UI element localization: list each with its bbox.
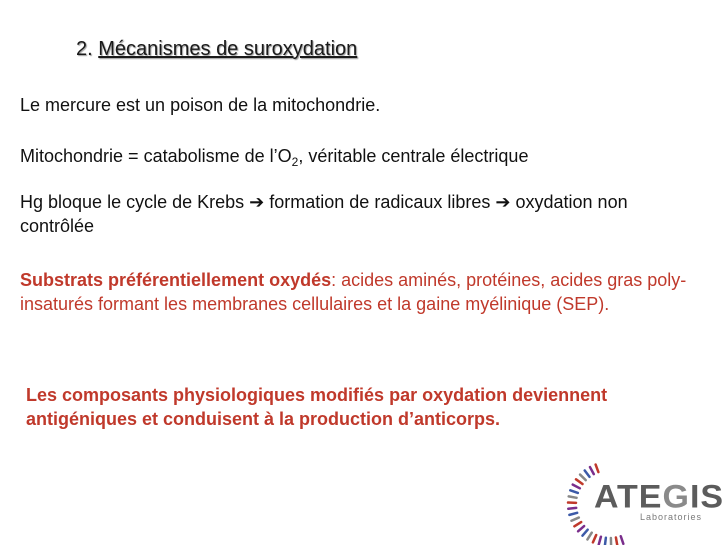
logo-tick — [573, 485, 580, 489]
substrates-rest: : acides aminés, protéines, acides gras poly-insaturés formant les membranes cellulaires et la gaine myélinique (SEP). — [20, 270, 686, 314]
paragraph-substrates — [20, 268, 710, 316]
logo-tick — [605, 538, 606, 545]
logo-tick — [593, 535, 596, 542]
logo-tick — [580, 475, 586, 481]
paragraph-mercury: Le mercure est un poison de la mitochondrie. — [20, 93, 380, 117]
logo-tick — [570, 490, 578, 493]
logo-tick — [599, 537, 601, 545]
krebs-part1: Hg bloque le cycle de Krebs — [20, 192, 244, 212]
slide-title — [76, 38, 357, 61]
logo-tick — [590, 467, 594, 474]
mito-text-after: , véritable centrale électrique — [298, 146, 528, 166]
krebs-part3: oxydation non contrôlée — [20, 192, 628, 236]
mito-text-before: Mitochondrie = catabolisme de l’O — [20, 146, 292, 166]
logo-tick — [568, 508, 576, 509]
logo-tick — [576, 479, 582, 484]
paragraph-mitochondria — [20, 144, 528, 168]
logo-tick — [574, 522, 581, 526]
logo-tick — [571, 518, 578, 521]
logo-tick — [569, 513, 577, 515]
title-text: Mécanismes de suroxydation — [98, 38, 357, 60]
logo-tick — [587, 533, 591, 540]
paragraph-krebs — [20, 190, 700, 238]
logo-tick — [569, 496, 577, 497]
logo-word: ATEGIS — [594, 479, 724, 516]
krebs-part2: formation de radicaux libres — [269, 192, 490, 212]
logo-tick — [582, 530, 587, 536]
arrow-right-icon: ➔ — [249, 192, 264, 212]
title-number: 2. — [76, 38, 93, 60]
arrow-right-icon: ➔ — [495, 192, 510, 212]
logo-subtitle: Laboratories — [640, 512, 702, 522]
paragraph-antigenic: Les composants physiologiques modifiés par oxydation deviennent antigéniques et conduisent à la production d’anticorps. — [26, 383, 706, 431]
oxygen-subscript: 2 — [292, 155, 299, 169]
ategis-logo — [552, 456, 720, 540]
logo-tick — [616, 537, 617, 545]
logo-tick — [621, 536, 624, 544]
substrates-bold: Substrats préférentiellement oxydés — [20, 270, 331, 290]
logo-tick — [596, 465, 599, 473]
logo-tick — [585, 470, 590, 476]
logo-tick — [578, 526, 584, 531]
